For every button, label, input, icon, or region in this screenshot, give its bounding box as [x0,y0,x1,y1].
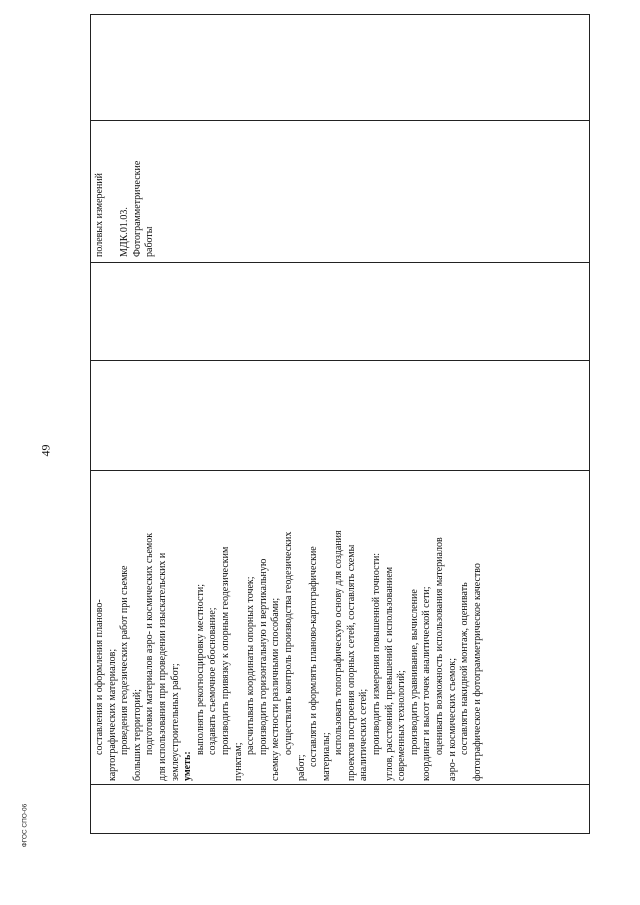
skills-line: использовать топографическую основу для создания [333,530,345,755]
footer-code: ФГОС СПО-06 [21,803,29,848]
module-cell [94,125,157,257]
skills-line: для использования при проведении изыскательских и [156,552,168,781]
skills-line: фотографическое и фотограмметрическое качество [471,563,483,781]
skills-line: картографических материалов; [106,648,118,781]
rotated-page [90,14,590,834]
table-column-divider [91,470,589,471]
skills-line: координат и высот точек аналитической сети; [421,586,433,781]
module-line: Фотограмметрические [131,160,143,257]
skills-line: больших территорий; [131,689,143,781]
table-column-divider [91,262,589,263]
skills-line: оценивать возможность использования материалов [434,537,446,755]
skills-line: работ; [295,754,307,781]
skills-line: производить привязку к опорным геодезическим [219,546,231,755]
skills-line: съемку местности различными способами; [270,597,282,781]
module-line: полевых измерений [94,172,105,257]
skills-line: проектов построения опорных сетей, составлять схемы [345,544,357,781]
skills-line: производить горизонтальную и вертикальную [257,558,269,755]
page-number: 49 [38,444,53,457]
skills-line: составлять накидной монтаж, оценивать [459,582,471,755]
skills-line: производить измерения повышенной точности: [371,552,383,755]
skills-line: осуществлять контроль производства геодезических [282,531,294,755]
content-table [90,14,590,834]
skills-line: выполнять рекогносцировку местности; [194,584,206,755]
skills-line: уметь: [182,751,194,781]
skills-line: пунктам; [232,742,244,781]
skills-line: аэро- и космических съемок; [446,657,458,781]
skills-line: материалы; [320,732,332,781]
skills-line: землеустроительных работ; [169,663,181,781]
table-column-divider [91,120,589,121]
skills-line: производить уравнивание, вычисление [408,589,420,755]
module-line: работы [144,226,156,257]
table-column-divider [91,784,589,785]
skills-line: современных технологий; [396,670,408,781]
skills-line: подготовки материалов аэро- и космических съемок [144,532,156,755]
skills-line: составлять и оформлять планово-картографические [308,546,320,767]
table-column-divider [91,360,589,361]
skills-line: создавать съемочное обоснование; [207,607,219,755]
skills-line: углов, расстояний, превышений с использованием [383,566,395,781]
module-line: МДК.01.03. [119,207,131,257]
skills-line: рассчитывать координаты опорных точек; [245,576,257,755]
skills-line: проведения геодезических работ при съемке [119,565,131,755]
module-line [107,125,120,257]
skills-line: составления и оформления планово- [94,599,105,755]
skills-line: аналитических сетей; [358,688,370,781]
skills-cell [94,475,484,781]
